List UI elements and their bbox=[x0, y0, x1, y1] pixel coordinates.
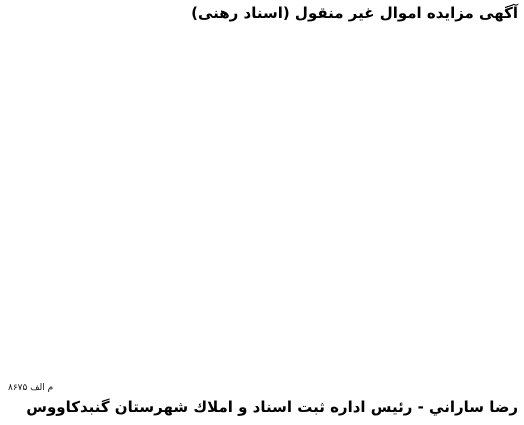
notice-signature: رضا ساراني - رئيس اداره ثبت اسناد و املاك شهرستان گنبدكاووس bbox=[26, 398, 518, 416]
notice-title: آگهی مزایده اموال غیر منقول (اسناد رهنی) bbox=[191, 4, 518, 22]
notice-number: م الف ۸۶۷۵ bbox=[8, 383, 54, 393]
notice-body bbox=[6, 26, 518, 371]
